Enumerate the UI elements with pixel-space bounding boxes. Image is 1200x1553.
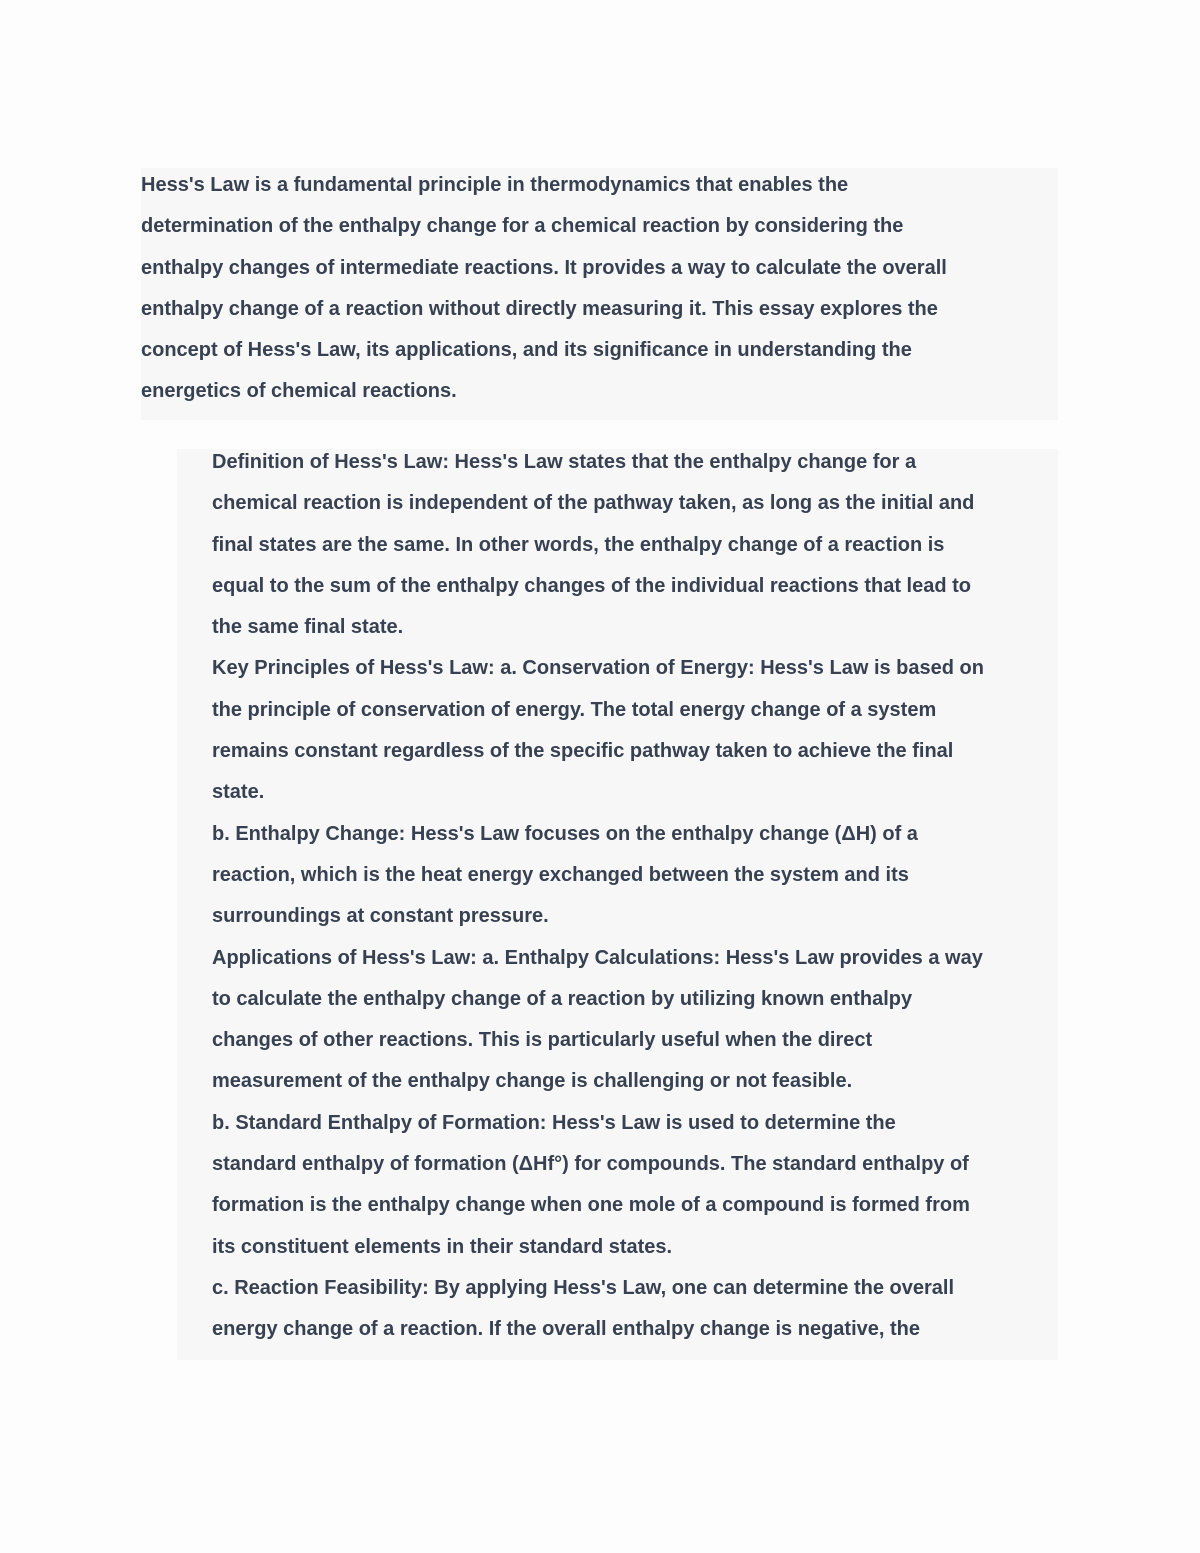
list-line: standard enthalpy of formation (ΔHf°) for compounds. The standard enthalpy of xyxy=(212,1153,969,1176)
list-line: chemical reaction is independent of the pathway taken, as long as the initial and xyxy=(212,492,975,515)
list-line: energy change of a reaction. If the overall enthalpy change is negative, the xyxy=(212,1318,920,1341)
list-line: measurement of the enthalpy change is challenging or not feasible. xyxy=(212,1070,853,1093)
intro-line: concept of Hess's Law, its applications, and its significance in understanding the xyxy=(141,339,912,362)
intro-line: energetics of chemical reactions. xyxy=(141,380,457,403)
intro-line: enthalpy changes of intermediate reactions. It provides a way to calculate the overall xyxy=(141,256,947,279)
list-line: changes of other reactions. This is particularly useful when the direct xyxy=(212,1029,873,1052)
list-line: b. Standard Enthalpy of Formation: Hess's Law is used to determine the xyxy=(212,1111,896,1134)
list-line: b. Enthalpy Change: Hess's Law focuses on the enthalpy change (ΔH) of a xyxy=(212,822,918,845)
list-line: to calculate the enthalpy change of a reaction by utilizing known enthalpy xyxy=(212,987,913,1010)
list-line: the principle of conservation of energy. The total energy change of a system xyxy=(212,698,937,721)
list-line: the same final state. xyxy=(212,616,404,639)
list-line: c. Reaction Feasibility: By applying Hess's Law, one can determine the overall xyxy=(212,1276,955,1299)
list-line: state. xyxy=(212,781,265,804)
list-line: remains constant regardless of the specific pathway taken to achieve the final xyxy=(212,740,954,763)
intro-line: determination of the enthalpy change for a chemical reaction by considering the xyxy=(141,215,904,238)
list-line: final states are the same. In other words, the enthalpy change of a reaction is xyxy=(212,533,945,556)
list-line: Key Principles of Hess's Law: a. Conservation of Energy: Hess's Law is based on xyxy=(212,657,984,680)
list-line: Applications of Hess's Law: a. Enthalpy Calculations: Hess's Law provides a way xyxy=(212,946,983,969)
list-line: its constituent elements in their standard states. xyxy=(212,1235,673,1258)
list-line: Definition of Hess's Law: Hess's Law states that the enthalpy change for a xyxy=(212,451,917,473)
intro-paragraph xyxy=(141,168,1058,420)
list-line: reaction, which is the heat energy exchanged between the system and its xyxy=(212,863,909,886)
list-line: surroundings at constant pressure. xyxy=(212,905,549,928)
list-line: equal to the sum of the enthalpy changes of the individual reactions that lead to xyxy=(212,574,971,597)
list-line: formation is the enthalpy change when one mole of a compound is formed from xyxy=(212,1194,970,1217)
essay-list xyxy=(177,449,1058,1360)
intro-line: Hess's Law is a fundamental principle in thermodynamics that enables the xyxy=(141,174,849,196)
intro-line: enthalpy change of a reaction without directly measuring it. This essay explores the xyxy=(141,297,938,320)
